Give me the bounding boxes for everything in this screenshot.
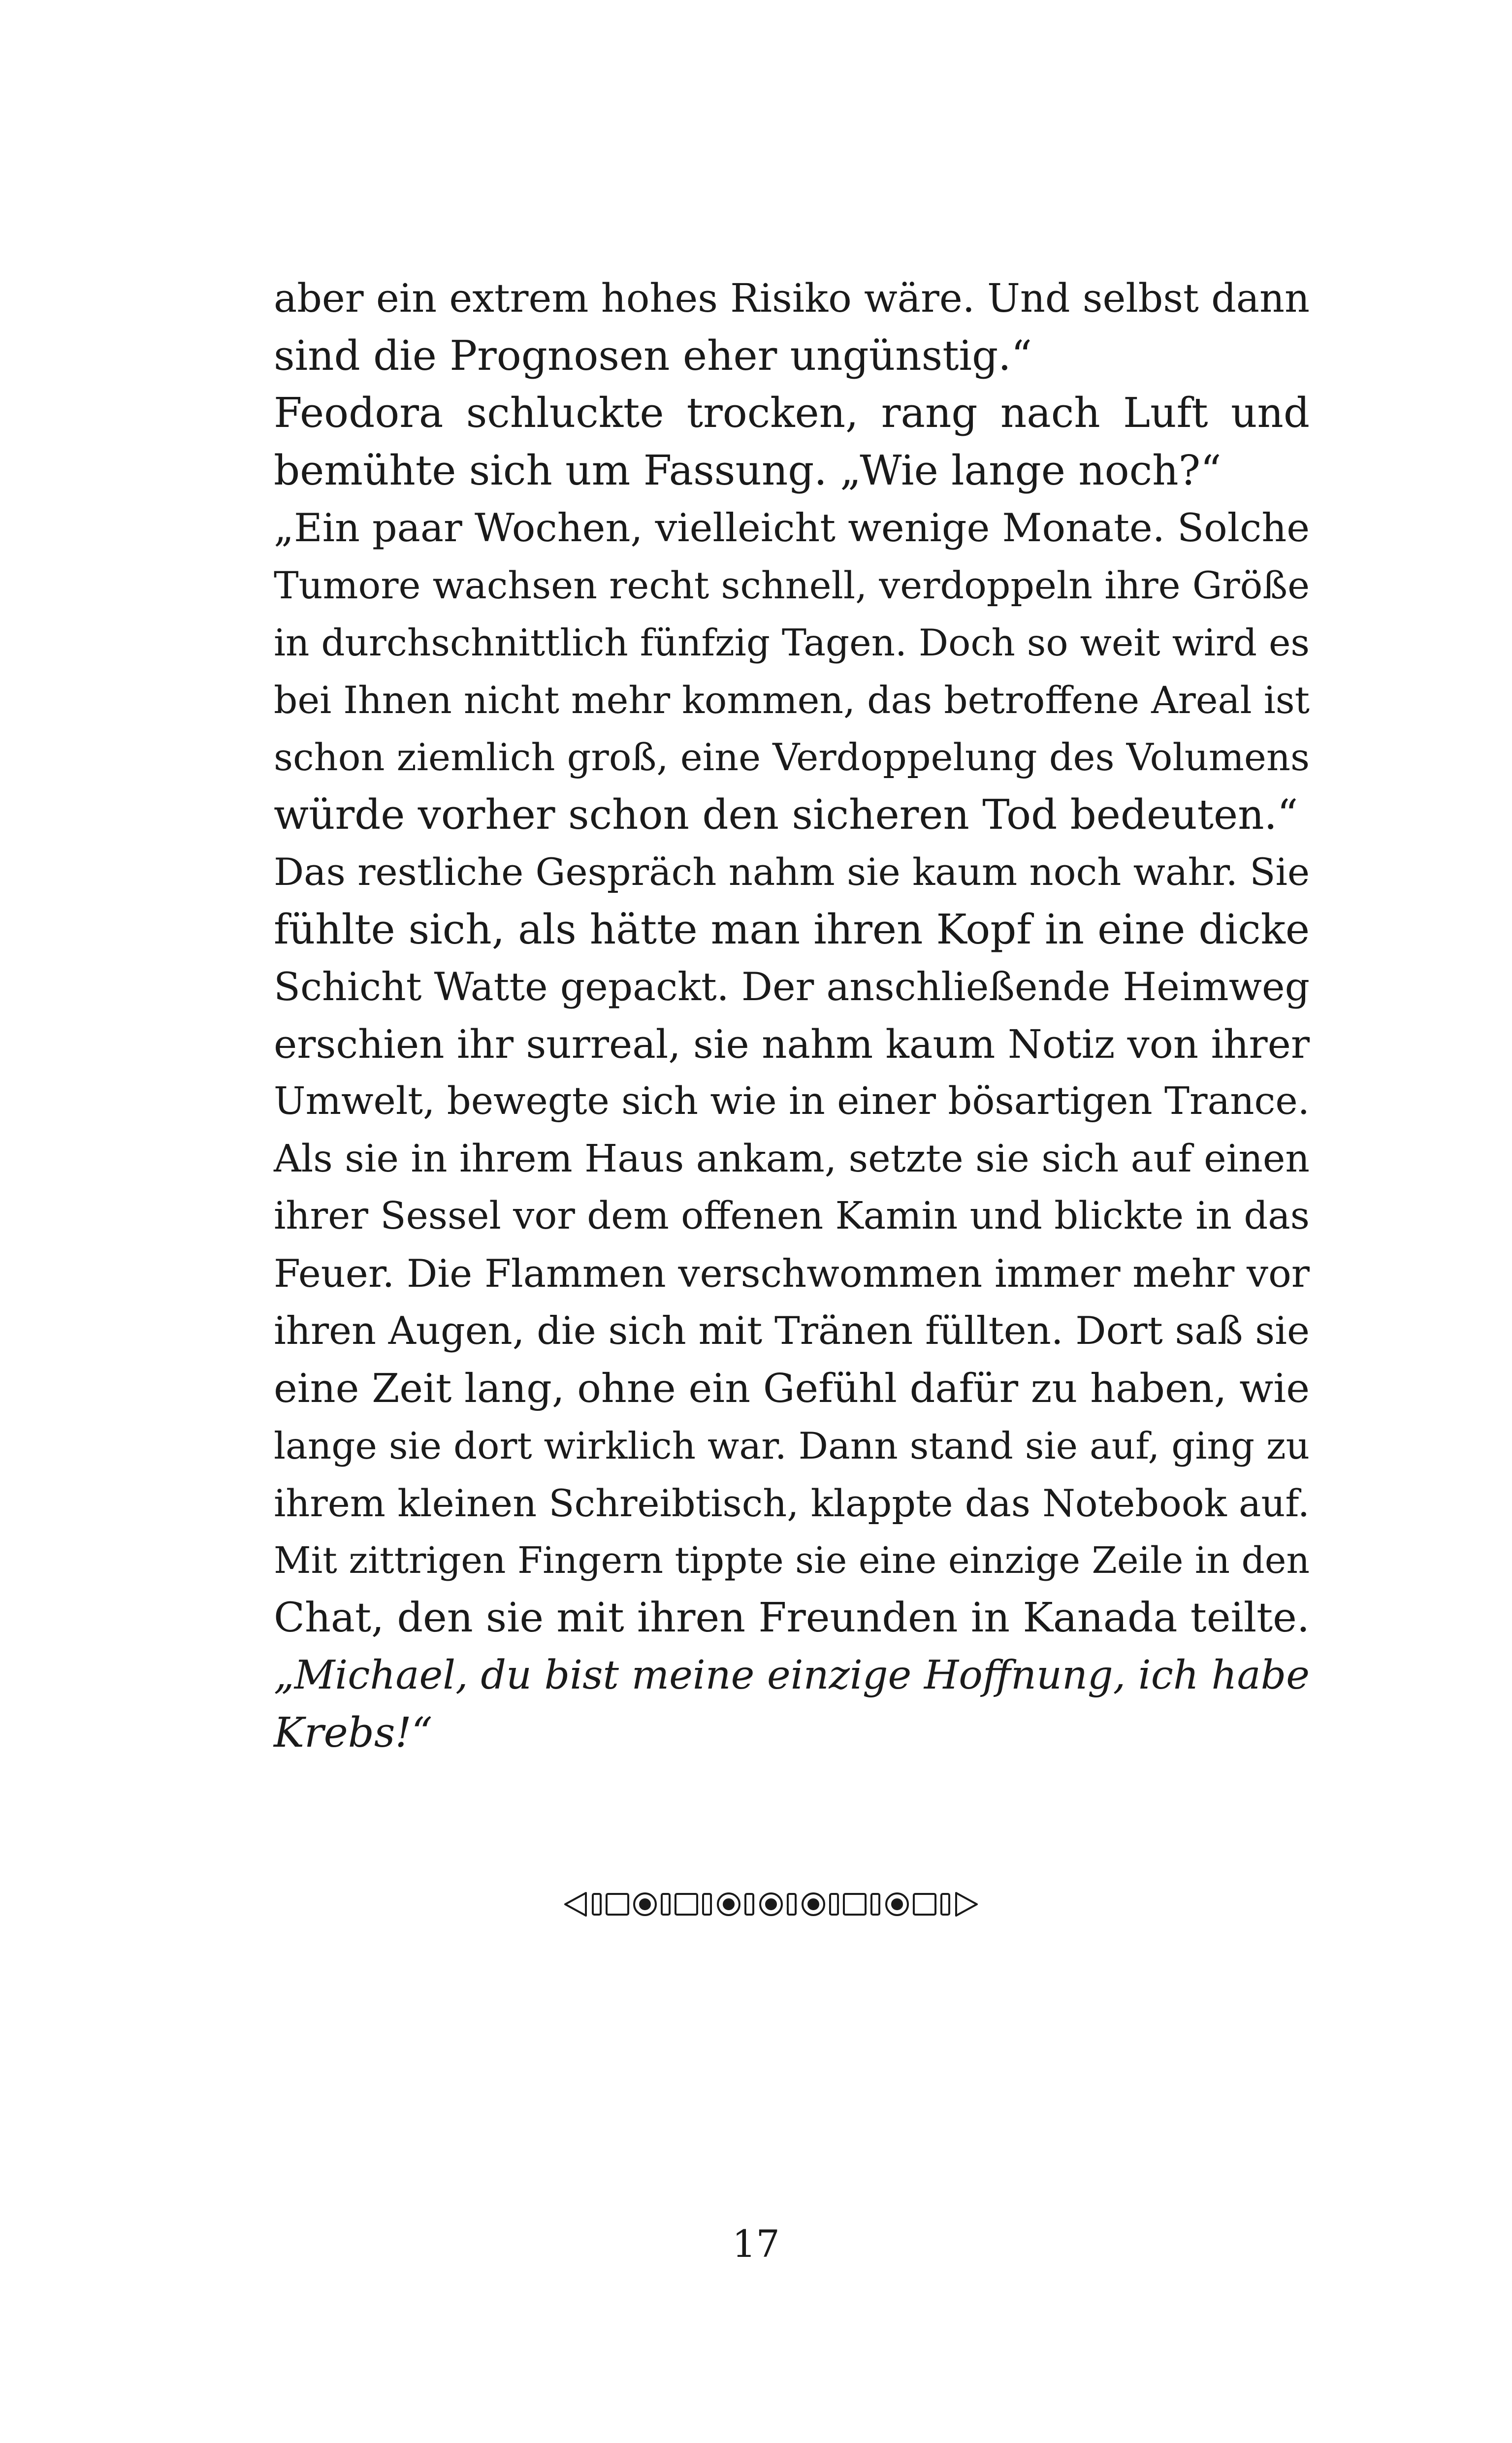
text-line: lange sie dort wirklich war. Dann stand sie auf, ging zu [274, 1424, 1310, 1467]
body-text [274, 270, 1310, 1761]
text-line: Feuer. Die Flammen verschwommen immer mehr vor [274, 1251, 1310, 1296]
text-line: bemühte sich um Fassung. „Wie lange noch?“ [274, 446, 1222, 494]
text-line: ihrer Sessel vor dem offenen Kamin und blickte in das [274, 1194, 1310, 1238]
text-line-italic: Krebs!“ [274, 1708, 433, 1757]
text-line: erschien ihr surreal, sie nahm kaum Notiz von ihrer [274, 1021, 1310, 1067]
text-line: Umwelt, bewegte sich wie in einer bösartigen Trance. [274, 1079, 1310, 1123]
text-line: „Ein paar Wochen, vielleicht wenige Monate. Solche [274, 505, 1310, 551]
text-line: eine Zeit lang, ohne ein Gefühl dafür zu haben, wie [274, 1365, 1310, 1412]
text-line: Schicht Watte gepackt. Der anschließende Heimweg [274, 964, 1310, 1010]
text-line: sind die Prognosen eher ungünstig.“ [274, 331, 1032, 380]
text-line: würde vorher schon den sicheren Tod bedeuten.“ [274, 790, 1298, 839]
text-line: in durchschnittlich fünfzig Tagen. Doch so weit wird es [274, 621, 1310, 664]
page-number: 17 [732, 2222, 780, 2266]
text-line: aber ein extrem hohes Risiko wäre. Und selbst dann [274, 275, 1310, 321]
text-line-italic: „Michael, du bist meine einzige Hoffnung, ich habe [274, 1652, 1310, 1698]
text-line: Feodora schluckte trocken, rang nach Luft und [274, 389, 1310, 437]
text-line: schon ziemlich groß, eine Verdoppelung des Volumens [274, 735, 1310, 779]
text-line: Chat, den sie mit ihren Freunden in Kanada teilte. [274, 1594, 1310, 1641]
scene-break-ornament-icon [561, 1887, 1049, 1922]
text-line: bei Ihnen nicht mehr kommen, das betroffene Areal ist [274, 678, 1310, 722]
text-line: fühlte sich, als hätte man ihren Kopf in eine dicke [274, 905, 1310, 953]
text-line: Mit zittrigen Fingern tippte sie eine einzige Zeile in den [274, 1539, 1310, 1582]
text-line: ihrem kleinen Schreibtisch, klappte das Notebook auf. [274, 1481, 1310, 1525]
text-line: Das restliche Gespräch nahm sie kaum noch wahr. Sie [274, 850, 1310, 894]
text-line: Als sie in ihrem Haus ankam, setzte sie sich auf einen [274, 1137, 1310, 1181]
text-line: Tumore wachsen recht schnell, verdoppeln ihre Größe [274, 563, 1310, 607]
text-line: ihren Augen, die sich mit Tränen füllten. Dort saß sie [274, 1309, 1310, 1353]
